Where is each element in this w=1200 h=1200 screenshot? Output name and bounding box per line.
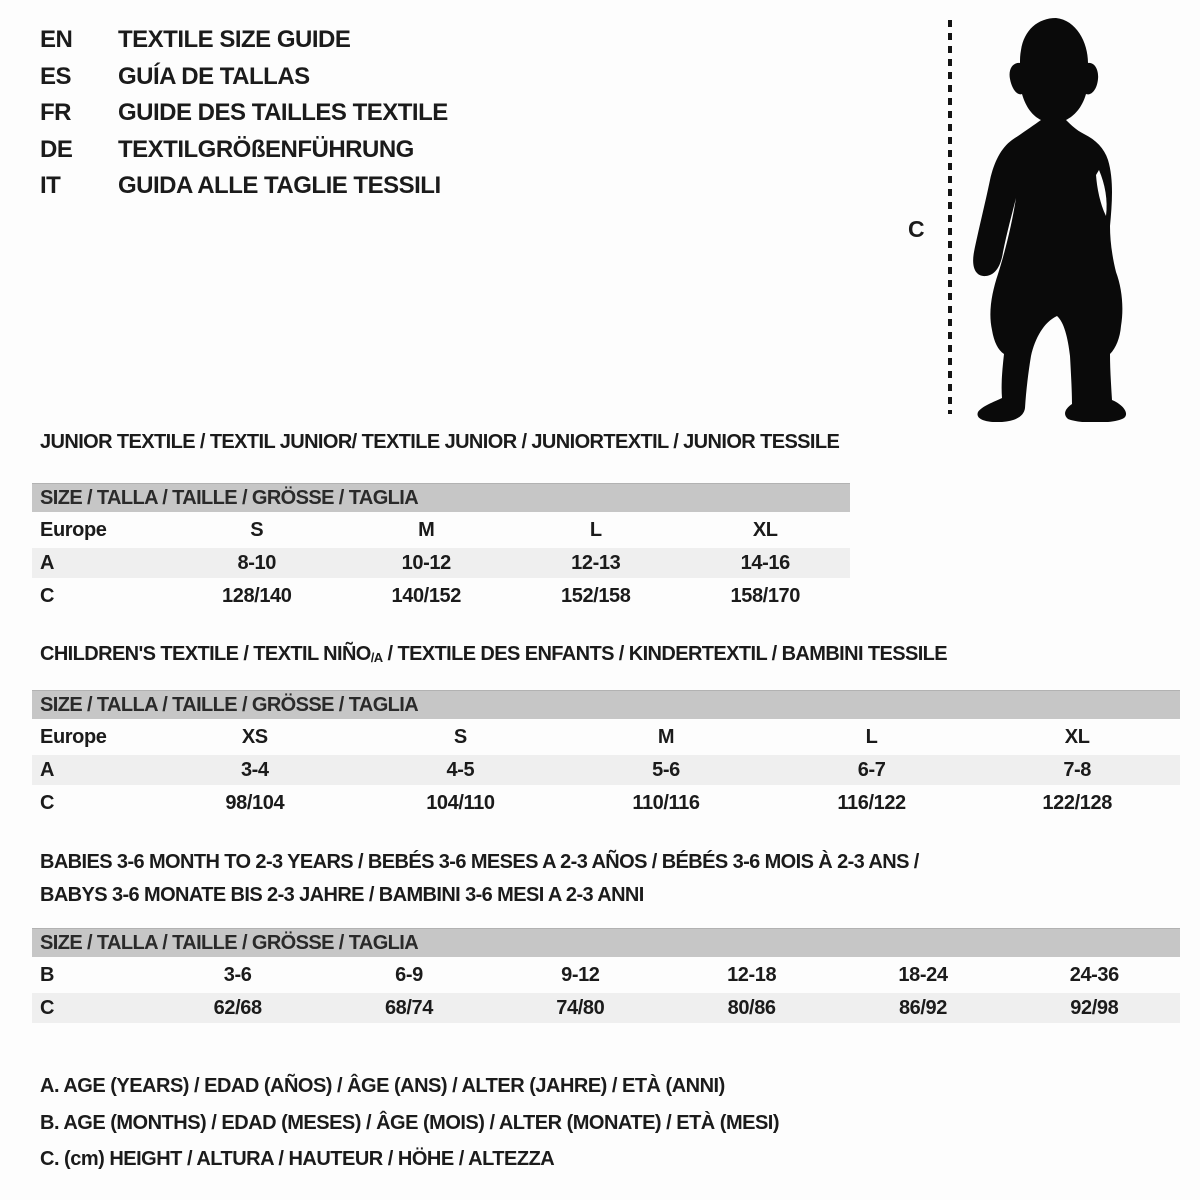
size-col-header: S [453,725,467,748]
babies-row-height [32,993,1180,1023]
size-col-header: M [418,518,435,541]
row-label: Europe [40,725,107,748]
junior-size-bar: SIZE / TALLA / TAILLE / GRÖSSE / TAGLIA [32,483,850,512]
babies-section-title: BABIES 3-6 MONTH TO 2-3 YEARS / BEBÉS 3-6 MESES A 2-3 AÑOS / BÉBÉS 3-6 MOIS À 2-3 ANS / BABYS 3-6 MONATE BIS 2-3 JAHRE / BAMBINI 3-6 MESI A 2-3 ANNI [40,851,919,906]
children-section-title [40,643,947,666]
table-cell: 68/74 [384,996,434,1019]
table-cell: 86/92 [898,996,947,1019]
row-label: A [40,551,55,574]
junior-row-height [32,581,850,611]
lang-title: GUIDE DES TAILLES TEXTILE [118,99,448,127]
table-cell: 152/158 [561,584,631,607]
table-cell: 158/170 [730,584,800,607]
lang-row-de [40,132,448,169]
size-col-header: L [589,518,602,541]
table-cell: 4-5 [446,758,475,781]
size-col-header: XL [1064,725,1090,748]
legend-line-b: B. AGE (MONTHS) / EDAD (MESES) / ÂGE (MOIS) / ALTER (MONATE) / ETÀ (MESI) [40,1111,780,1134]
table-cell: 24-36 [1069,963,1119,986]
table-cell: 104/110 [426,791,495,814]
lang-code: DE [40,135,73,163]
table-cell: 62/68 [213,996,262,1019]
size-col-header: XL [752,518,778,541]
lang-title: GUÍA DE TALLAS [118,62,310,90]
lang-row-it [40,168,448,205]
height-measure-label: C [908,216,925,242]
junior-section-title: JUNIOR TEXTILE / TEXTIL JUNIOR/ TEXTILE JUNIOR / JUNIORTEXTIL / JUNIOR TESSILE [40,431,840,453]
lang-row-fr [40,95,448,132]
table-cell: 10-12 [401,551,451,574]
lang-title: TEXTILE SIZE GUIDE [118,26,351,54]
table-cell: 80/86 [727,996,776,1019]
table-cell: 6-7 [857,758,886,781]
legend-line-a: A. AGE (YEARS) / EDAD (AÑOS) / ÂGE (ANS) / ALTER (JAHRE) / ETÀ (ANNI) [40,1075,725,1097]
table-cell: 14-16 [740,551,790,574]
table-cell: 92/98 [1070,996,1119,1019]
height-measure-dashed-line [948,20,952,414]
row-label: B [40,963,55,986]
row-label: C [40,791,55,814]
table-cell: 110/116 [632,791,700,814]
junior-row-age [32,548,850,578]
table-cell: 5-6 [652,758,680,781]
children-header-row [32,722,1180,752]
lang-code: IT [40,172,61,200]
size-col-header: S [250,518,264,541]
table-cell: 3-4 [240,758,269,781]
babies-row-months [32,960,1180,990]
table-cell: 98/104 [225,791,285,814]
language-guide [40,22,448,205]
babies-size-table [32,928,1180,1023]
junior-header-row [32,515,850,545]
children-row-age [32,755,1180,785]
children-title-part1: CHILDREN'S TEXTILE / TEXTIL NIÑO [40,643,371,665]
size-col-header: L [865,725,878,748]
table-cell: 122/128 [1042,791,1112,814]
size-col-header: XS [241,725,268,748]
children-title-sub: /A [370,650,383,665]
table-cell: 3-6 [223,963,252,986]
table-cell: 12-18 [727,963,777,986]
table-cell: 116/122 [837,791,906,814]
row-label: Europe [40,518,107,541]
row-label: C [40,996,55,1019]
children-row-height [32,788,1180,818]
table-cell: 7-8 [1063,758,1092,781]
children-size-bar: SIZE / TALLA / TAILLE / GRÖSSE / TAGLIA [32,690,1180,719]
junior-size-table [32,483,850,611]
table-cell: 18-24 [898,963,948,986]
children-size-table [32,690,1180,818]
table-cell: 128/140 [222,584,292,607]
table-cell: 140/152 [391,584,461,607]
lang-code: ES [40,62,72,90]
lang-row-en [40,22,448,59]
lang-title: TEXTILGRÖßENFÜHRUNG [118,135,414,163]
measurement-legend [40,1068,779,1178]
table-cell: 74/80 [556,996,605,1019]
table-cell: 9-12 [561,963,600,986]
size-col-header: M [657,725,675,748]
row-label: A [40,758,55,781]
table-cell: 6-9 [395,963,423,986]
children-title-part2: / TEXTILE DES ENFANTS / KINDERTEXTIL / BAMBINI TESSILE [382,643,948,665]
row-label: C [40,584,55,607]
table-cell: 12-13 [571,551,621,574]
babies-size-bar: SIZE / TALLA / TAILLE / GRÖSSE / TAGLIA [32,928,1180,957]
lang-code: FR [40,99,71,127]
table-cell: 8-10 [237,551,276,574]
lang-row-es [40,59,448,96]
lang-code: EN [40,26,73,54]
lang-title: GUIDA ALLE TAGLIE TESSILI [118,172,441,200]
toddler-silhouette-icon [958,12,1150,422]
legend-line-c: C. (cm) HEIGHT / ALTURA / HAUTEUR / HÖHE / ALTEZZA [40,1148,555,1170]
